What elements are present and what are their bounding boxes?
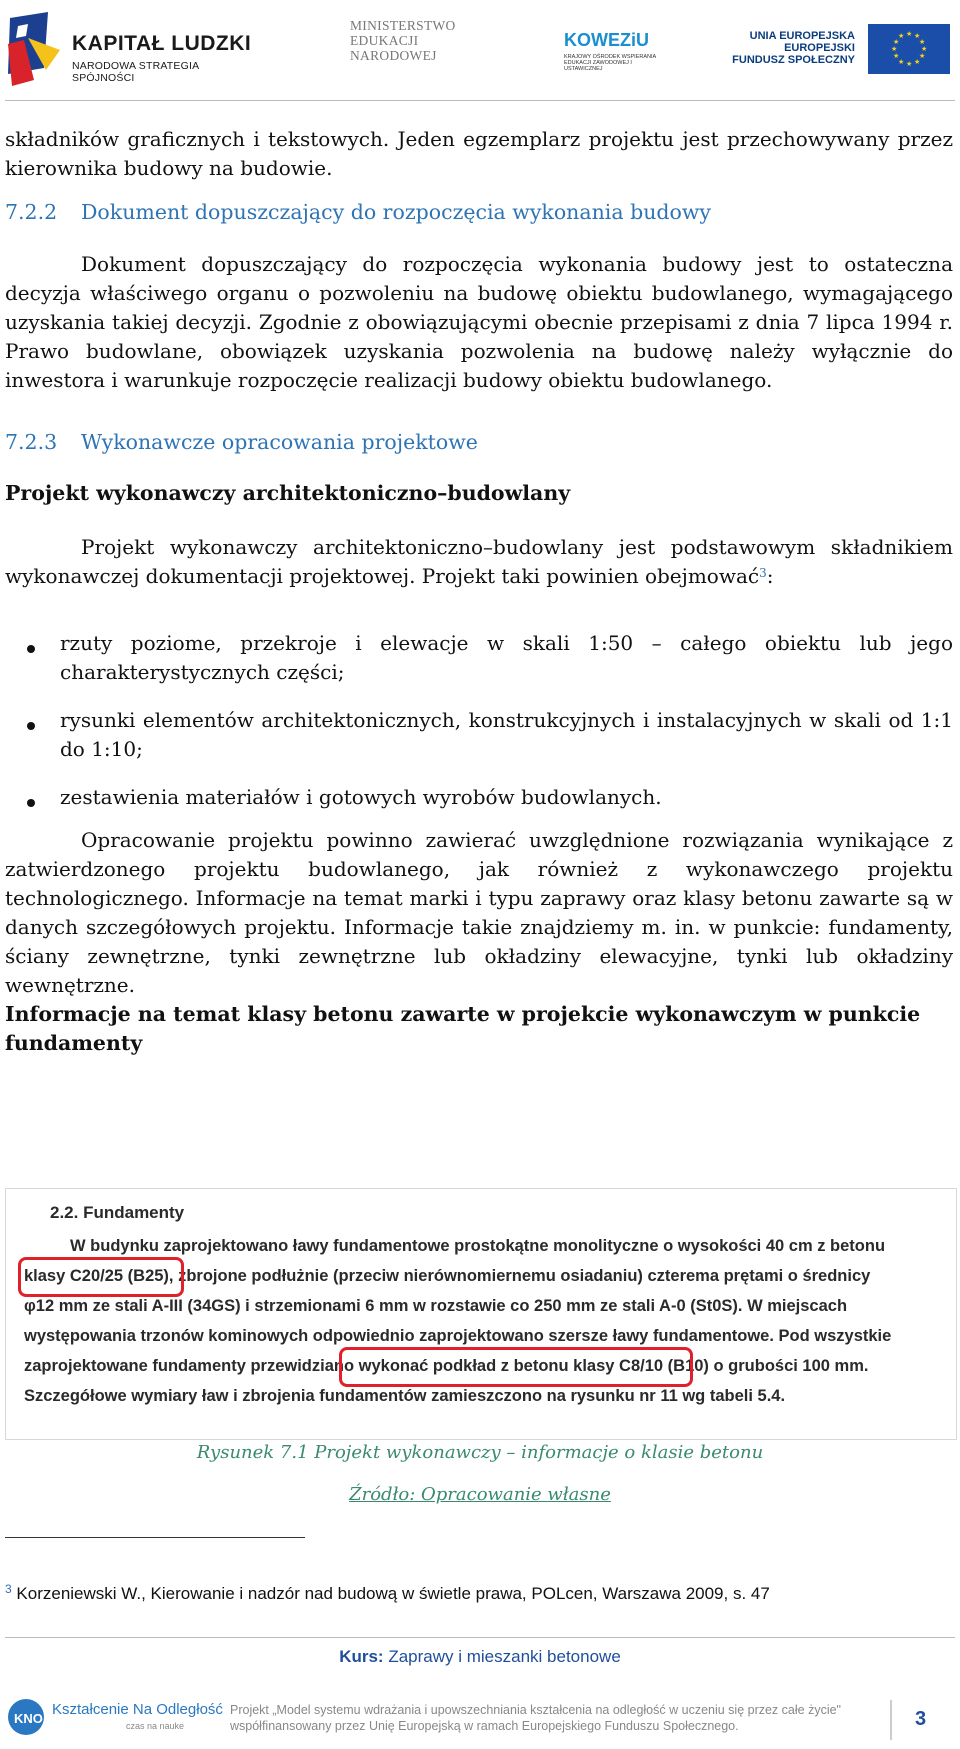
svg-text:★: ★ bbox=[914, 58, 921, 66]
paragraph-projekt bbox=[5, 533, 953, 591]
figure-caption: Rysunek 7.1 Projekt wykonawczy – informacje o klasie betonu bbox=[196, 1442, 764, 1463]
highlighted-concrete-class: klasy C20/25 (B25), bbox=[24, 1267, 174, 1285]
ministry-line: MINISTERSTWO bbox=[350, 18, 456, 33]
list-item: rzuty poziome, przekroje i elewacje w skali 1:50 – całego obiektu lub jego charakterystycznych części; bbox=[60, 631, 953, 684]
section-heading-7-2-3 bbox=[5, 430, 478, 454]
svg-text:★: ★ bbox=[921, 45, 928, 53]
kno-logo-sub: czas na nauke bbox=[126, 1721, 185, 1731]
list-item: zestawienia materiałów i gotowych wyrobów budowlanych. bbox=[60, 785, 662, 809]
kapital-ludzki-title: KAPITAŁ LUDZKI bbox=[72, 32, 252, 55]
bullet-icon bbox=[27, 722, 35, 730]
figure-line-rest: zbrojone podłużnie (przeciw nierównomiernemu osiadaniu) czterema prętami o średnicy bbox=[173, 1267, 871, 1285]
subheading-projekt-wykonawczy: Projekt wykonawczy architektoniczno–budowlany bbox=[5, 481, 571, 505]
svg-text:★: ★ bbox=[919, 38, 926, 46]
red-highlight-box bbox=[18, 1257, 184, 1297]
course-name: Zaprawy i mieszanki betonowe bbox=[383, 1647, 621, 1666]
ministry-logo bbox=[350, 18, 456, 63]
section-title: Dokument dopuszczający do rozpoczęcia wykonania budowy bbox=[81, 200, 712, 224]
section-number: 7.2.3 bbox=[5, 430, 58, 454]
figure-line: występowania trzonów kominowych odpowiednio zaprojektowano szersze ławy fundamentowe. Pod wszystkie bbox=[24, 1327, 892, 1345]
kno-emblem-icon bbox=[6, 1697, 46, 1737]
eu-line: EUROPEJSKI bbox=[784, 42, 855, 54]
kno-logo bbox=[6, 1695, 226, 1743]
svg-text:★: ★ bbox=[898, 32, 905, 40]
figure-line-start: zaprojektowane fundamenty przewidziano bbox=[24, 1357, 359, 1375]
course-label bbox=[0, 1647, 960, 1667]
svg-text:KNO: KNO bbox=[14, 1711, 43, 1726]
list-item: rysunki elementów architektonicznych, konstrukcyjnych i instalacyjnych w skali od 1:1 do 1:10; bbox=[60, 708, 953, 761]
page-header bbox=[0, 0, 960, 100]
figure-fundamenty bbox=[5, 1188, 957, 1440]
section-title: Wykonawcze opracowania projektowe bbox=[81, 430, 478, 454]
figure-line-end: o grubości 100 mm. bbox=[708, 1357, 869, 1375]
eu-line: UNIA EUROPEJSKA bbox=[749, 30, 855, 42]
paragraph-decision: Dokument dopuszczający do rozpoczęcia wykonania budowy jest to ostateczna decyzja właściwego organu o pozwoleniu na budowę obiektu budowlanego, wymagającego uzyskania takiej decyzji. Zgodnie z obowiązującymi obecnie przepisami z dnia 7 lipca 1994 r. Prawo budowlane, obowiązek uzyskania pozwolenia na budowę należy wyłącznie do inwestora i warunkuje rozpoczęcie realizacji budowy obiektu budowlanego. bbox=[5, 252, 953, 392]
svg-text:★: ★ bbox=[893, 52, 900, 60]
footnote-text: Korzeniewski W., Kierowanie i nadzór nad budową w świetle prawa, POLcen, Warszawa 2009, s. 47 bbox=[11, 1584, 770, 1603]
bullet-icon bbox=[27, 645, 35, 653]
subheading-klasa-betonu: Informacje na temat klasy betonu zawarte w projekcie wykonawczym w punkcie fundamenty bbox=[5, 1002, 921, 1055]
page-number: 3 bbox=[915, 1708, 927, 1730]
svg-text:★: ★ bbox=[906, 60, 913, 68]
project-line: współfinansowany przez Unię Europejską w ramach Europejskiego Funduszu Społecznego. bbox=[230, 1719, 739, 1733]
bullet-icon bbox=[27, 799, 35, 807]
kno-logo-text: Kształcenie Na Odległość bbox=[52, 1701, 223, 1718]
section-heading-7-2-2 bbox=[5, 200, 711, 224]
eu-flag-icon bbox=[868, 24, 950, 74]
svg-text:★: ★ bbox=[893, 38, 900, 46]
course-label-key: Kurs: bbox=[339, 1647, 384, 1666]
footnote-ref[interactable]: 3 bbox=[759, 566, 767, 580]
section-number: 7.2.2 bbox=[5, 200, 58, 224]
footnote-divider bbox=[5, 1537, 305, 1538]
ministry-line: EDUKACJI bbox=[350, 33, 419, 48]
kapital-ludzki-subtitle: NARODOWA STRATEGIA SPÓJNOŚCI bbox=[72, 60, 199, 84]
footnote bbox=[5, 1584, 770, 1604]
header-divider bbox=[5, 100, 955, 101]
kowezu-subtitle: KRAJOWY OŚRODEK WSPIERANIA EDUKACJI ZAWODOWEJ I USTAWICZNEJ bbox=[564, 54, 656, 72]
figure-heading: 2.2. Fundamenty bbox=[50, 1203, 185, 1222]
kowezu-title: KOWEZiU bbox=[564, 30, 649, 50]
svg-text:★: ★ bbox=[898, 58, 905, 66]
kowezu-logo bbox=[560, 24, 660, 72]
figure-line: W budynku zaprojektowano ławy fundamentowe prostokątne monolityczne o wysokości 40 cm z betonu bbox=[70, 1237, 886, 1255]
paragraph-intro: składników graficznych i tekstowych. Jeden egzemplarz projektu jest przechowywany przez kierownika budowy na budowie. bbox=[5, 127, 953, 180]
svg-text:★: ★ bbox=[919, 52, 926, 60]
figure-line: Szczegółowe wymiary ław i zbrojenia fundamentów zamieszczono na rysunku nr 11 wg tabeli 5.4. bbox=[24, 1387, 786, 1405]
paragraph-projekt-colon: : bbox=[766, 564, 774, 588]
kapital-ludzki-emblem-icon bbox=[4, 10, 64, 90]
svg-text:★: ★ bbox=[906, 30, 913, 38]
svg-text:★: ★ bbox=[891, 45, 898, 53]
svg-text:★: ★ bbox=[914, 32, 921, 40]
footer-divider bbox=[5, 1637, 955, 1638]
footnote-number: 3 bbox=[5, 1582, 12, 1596]
project-info bbox=[230, 1702, 870, 1734]
project-line: Projekt „Model systemu wdrażania i upowszechniania kształcenia na odległość w uczeniu się przez całe życie" bbox=[230, 1703, 841, 1717]
figure-source: Źródło: Opracowanie własne bbox=[349, 1484, 611, 1505]
eu-fund-label bbox=[732, 30, 855, 66]
kapital-ludzki-logo bbox=[4, 10, 254, 90]
figure-line: φ12 mm ze stali A-III (34GS) i strzemionami 6 mm w rozstawie co 250 mm ze stali A-0 (St0S). W miejscach bbox=[24, 1297, 848, 1315]
footer-separator bbox=[890, 1700, 892, 1740]
ministry-line: NARODOWEJ bbox=[350, 48, 437, 63]
paragraph-projekt-text: Projekt wykonawczy architektoniczno–budowlany jest podstawowym składnikiem wykonawczej dokumentacji projektowej. Projekt taki powinien obejmować bbox=[5, 535, 953, 588]
red-highlight-box bbox=[339, 1347, 693, 1387]
highlighted-base-layer: wykonać podkład z betonu klasy C8/10 (B10) bbox=[358, 1357, 709, 1375]
eu-line: FUNDUSZ SPOŁECZNY bbox=[732, 54, 855, 66]
paragraph-opracowanie: Opracowanie projektu powinno zawierać uwzględnione rozwiązania wynikające z zatwierdzonego projektu budowlanego, jak również z wykonawczego projektu technologicznego. Informacje na temat marki i typu zaprawy oraz klasy betonu zawarte są w danych szczegółowych projektu. Informacje takie znajdziemy m. in. w punkcie: fundamenty, ściany zewnętrzne, tynki zewnętrzne lub okładziny elewacyjne, tynki lub okładziny wewnętrzne. bbox=[5, 828, 953, 997]
